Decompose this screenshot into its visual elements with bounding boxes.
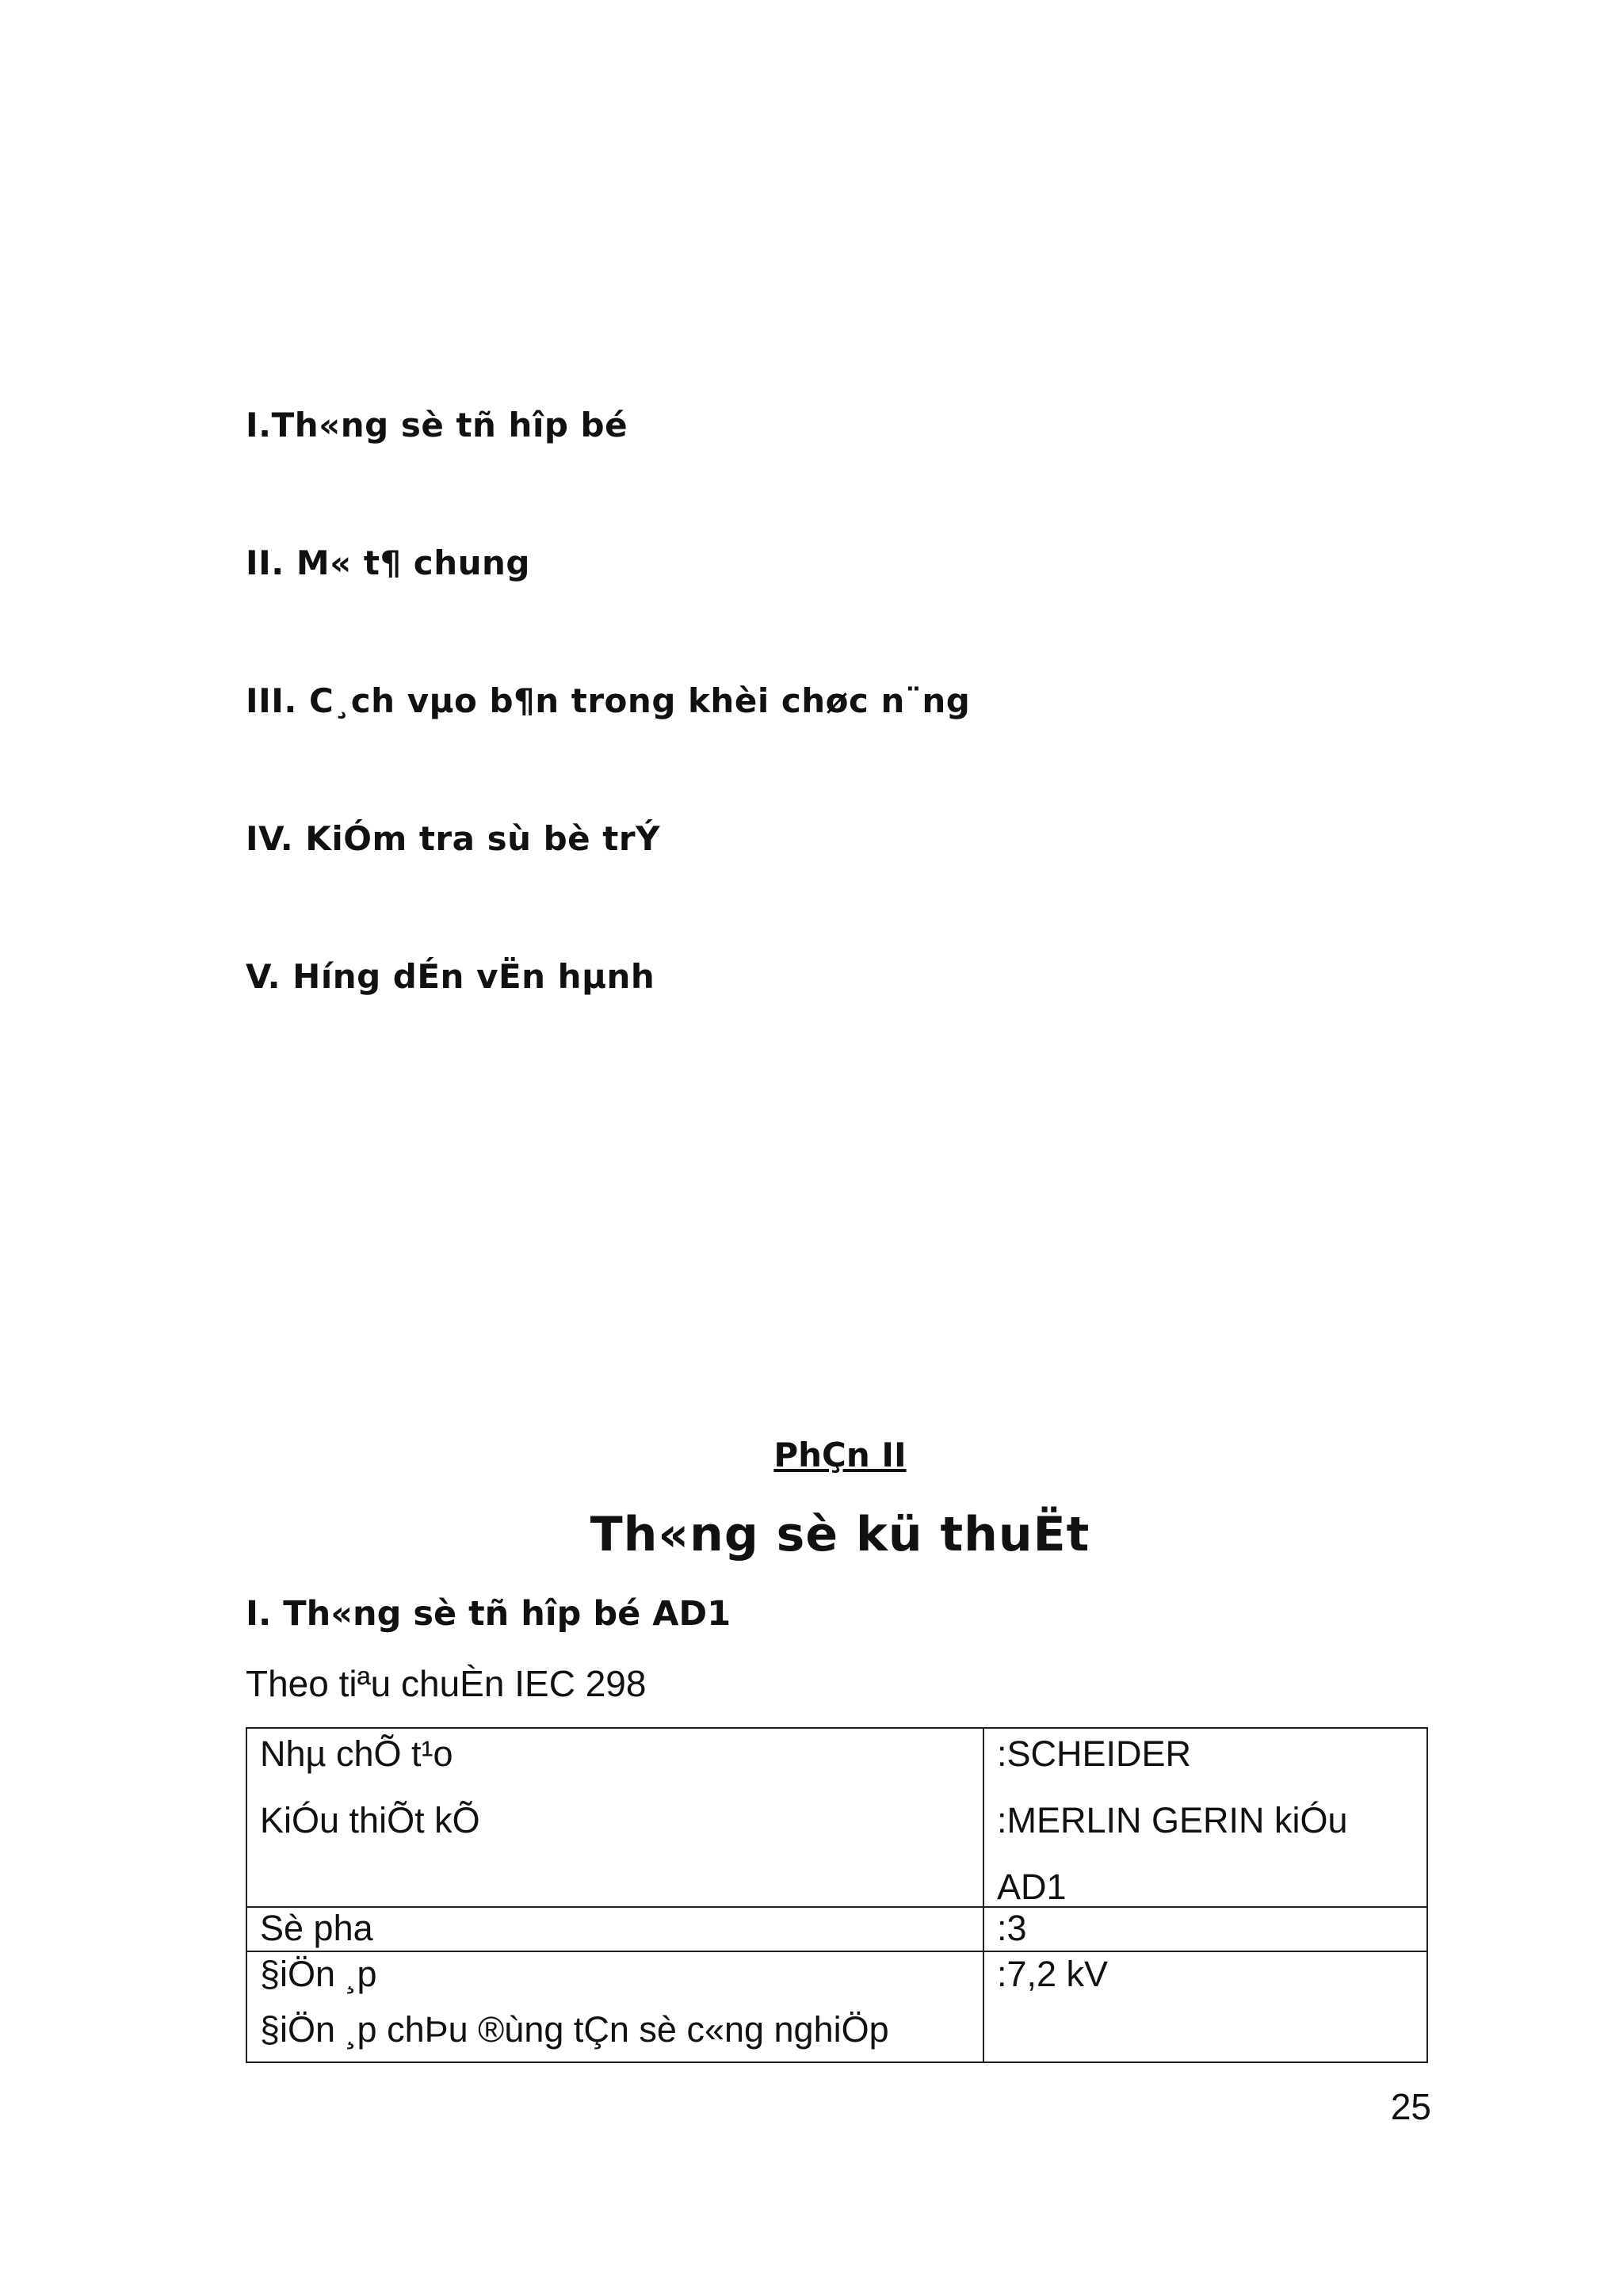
spec-table [246, 1727, 1428, 2063]
toc-item: V. Híng dÉn vËn hµnh [246, 957, 655, 996]
page-title: Th«ng sè kü thuËt [590, 1507, 1090, 1562]
cell-line: KiÓu thiÕt kÕ [260, 1800, 480, 1840]
section-heading: I. Th«ng sè tñ hîp bé AD1 [246, 1594, 731, 1634]
cell-line: Nhµ chÕ t¹o [260, 1733, 453, 1774]
page-number: 25 [1390, 2086, 1431, 2127]
table-cell: Sè pha [246, 1907, 983, 1951]
table-cell: :3 [983, 1907, 1427, 1951]
table-cell [246, 1951, 983, 2062]
table-row [246, 1907, 1427, 1951]
cell-line: :7,2 kV [997, 1954, 1109, 1994]
toc-item: I.Th«ng sè tñ hîp bé [246, 406, 628, 444]
table-cell [983, 1728, 1427, 1907]
table-cell [983, 1951, 1427, 2062]
cell-line: AD1 [997, 1867, 1067, 1907]
cell-line [997, 2008, 1414, 2061]
cell-line [260, 1862, 970, 1906]
table-row [246, 1728, 1427, 1907]
toc-item: IV. KiÓm tra sù bè trÝ [246, 819, 660, 858]
table-cell [246, 1728, 983, 1907]
toc-item: III. C¸ch vµo b¶n trong khèi chøc n¨ng [246, 681, 971, 720]
cell-line: :SCHEIDER [997, 1733, 1192, 1774]
cell-line: §iÖn ¸p [260, 1954, 377, 1994]
standard-line: Theo tiªu chuÈn IEC 298 [246, 1663, 647, 1704]
part-heading: PhÇn II [773, 1436, 907, 1474]
table-row [246, 1951, 1427, 2062]
cell-line: :MERLIN GERIN kiÓu [997, 1800, 1348, 1840]
cell-line: §iÖn ¸p chÞu ®ùng tÇn sè c«ng nghiÖp [260, 2009, 889, 2050]
toc-item: II. M« t¶ chung [246, 543, 530, 582]
